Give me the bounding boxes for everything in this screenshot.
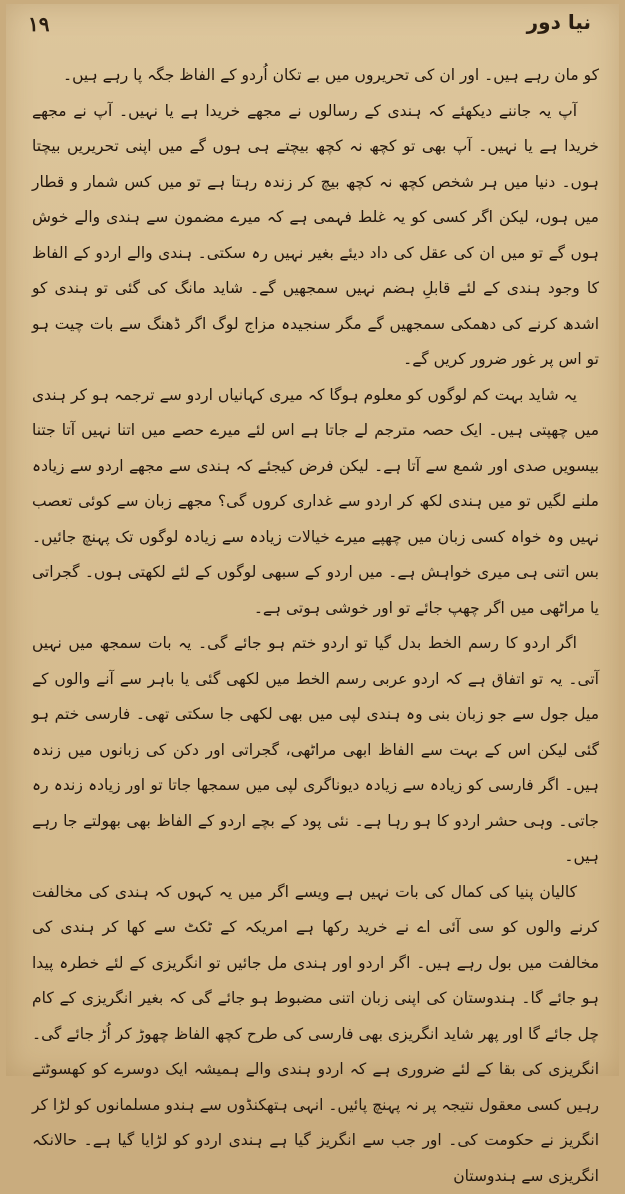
book-page bbox=[6, 4, 619, 1076]
page-header bbox=[6, 4, 619, 44]
running-head: نیا دور bbox=[527, 10, 591, 34]
paragraph: یہ شاید بہت کم لوگوں کو معلوم ہوگا کہ میری کہانیاں اردو سے ترجمہ ہو کر ہندی میں چھپتی ہیں۔ ایک حصہ مترجم لے جاتا ہے اس لئے میرے حصے میں اتنا نہیں آتا جتنا بیسویں صدی اور شمع سے آتا ہے۔ لیکن فرض کیجئے کہ ہندی سے مجھے اردو سے زیادہ ملنے لگیں تو میں ہندی لکھ کر اردو سے غداری کروں گی؟ مجھے زبان سے کوئی تعصب نہیں وہ خواہ کسی زبان میں چھپے میرے خیالات زیادہ سے زیادہ لوگوں تک پہنچ جائیں۔ بس اتنی ہی میری خواہش ہے۔ میں اردو کے سبھی لوگوں کے لئے لکھتی ہوں۔ گجراتی یا مراٹھی میں اگر چھپ جائے تو اور خوشی ہوتی ہے۔ bbox=[32, 378, 599, 627]
paragraph: آپ یہ جاننے دیکھئے کہ ہندی کے رسالوں نے مجھے خریدا ہے یا نہیں۔ آپ نے مجھے خریدا ہے یا نہیں۔ آپ بھی تو کچھ نہ کچھ بیچتے ہی ہوں گے میں اپنی تحریریں بیچتا ہوں۔ دنیا میں ہر شخص کچھ نہ کچھ بیچ کر زندہ رہتا ہے تو میں کس شمار و قطار میں ہوں، لیکن اگر کسی کو یہ غلط فہمی ہے کہ میرے مضمون سے ہندی والے خوش ہوں گے تو میں ان کی عقل کی داد دیئے بغیر نہیں رہ سکتی۔ ہندی والے اردو کے الفاظ کا وجود ہندی کے لئے قابلِ ہضم نہیں سمجھیں گے۔ شاید مانگ کی گئی تو ہندی کو اشدھ کرنے کی دھمکی سمجھیں گے مگر سنجیدہ مزاج لوگ اگر ڈھنگ سے بات چیت ہو تو اس پر غور ضرور کریں گے۔ bbox=[32, 94, 599, 378]
paragraph: کالیان پنیا کی کمال کی بات نہیں ہے ویسے اگر میں یہ کہوں کہ ہندی کی مخالفت کرنے والوں کو سی آئی اے نے خرید رکھا ہے امریکہ کے ٹکٹ سے کھا کر ہندی کی مخالفت میں بول رہے ہیں۔ اگر اردو اور ہندی مل جائیں تو انگریزی کے لئے خطرہ پیدا ہو جائے گا۔ ہندوستان کی اپنی زبان اتنی مضبوط ہو جائے گی کہ بغیر انگریزی کے کام چل جائے گا اور پھر شاید انگریزی بھی فارسی کی طرح کچھ الفاظ چھوڑ کر اُڑ جائے گی۔ انگریزی کی بقا کے لئے ضروری ہے کہ اردو ہندی والے ہمیشہ ایک دوسرے کو کھسوٹتے رہیں کسی معقول نتیجہ پر نہ پہنچ پائیں۔ انہی ہتھکنڈوں سے ہندو مسلمانوں کو لڑا کر انگریز نے حکومت کی۔ اور جب سے انگریز گیا ہے ہندی اردو کو لڑایا گیا ہے۔ حالانکہ انگریزی سے ہندوستان bbox=[32, 875, 599, 1194]
body-text bbox=[32, 58, 599, 1194]
paragraph: کو مان رہے ہیں۔ اور ان کی تحریروں میں بے تکان اُردو کے الفاظ جگہ پا رہے ہیں۔ bbox=[32, 58, 599, 94]
paragraph: اگر اردو کا رسم الخط بدل گیا تو اردو ختم ہو جائے گی۔ یہ بات سمجھ میں نہیں آتی۔ یہ تو اتفاق ہے کہ اردو عربی رسم الخط میں لکھی گئی یا باہر سے آنے والوں کے میل جول سے جو زبان بنی وہ ہندی لپی میں بھی لکھی جا سکتی تھی۔ فارسی ختم ہو گئی لیکن اس کے بہت سے الفاظ ابھی مراٹھی، گجراتی اور دکن کی زبانوں میں زندہ ہیں۔ اگر فارسی کو زیادہ سے زیادہ دیوناگری لپی میں سمجھا جاتا تو اور زیادہ زندہ رہ جاتی۔ وہی حشر اردو کا ہو رہا ہے۔ نئی پود کے بچے اردو کے الفاظ بھی بھولتے جا رہے ہیں۔ bbox=[32, 626, 599, 875]
page-number: ١٩ bbox=[28, 12, 49, 36]
